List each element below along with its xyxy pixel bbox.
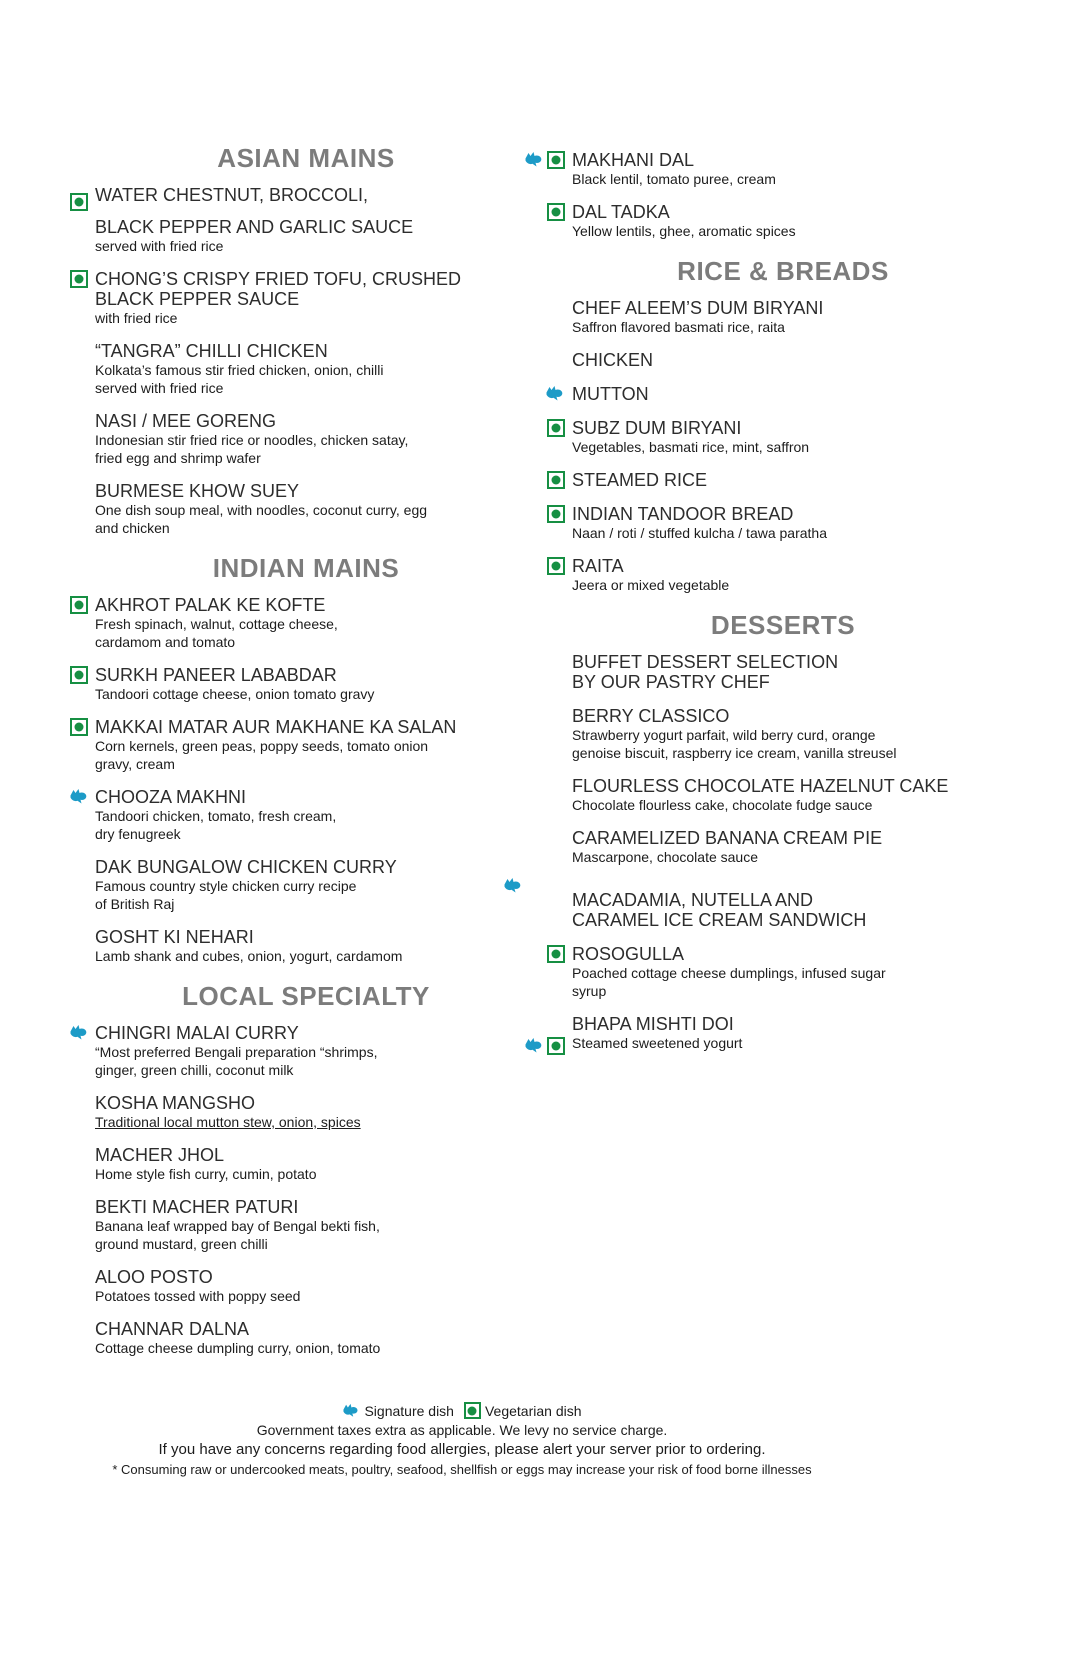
dish-icons bbox=[63, 269, 95, 288]
dish-entry bbox=[95, 717, 503, 773]
dish-entry bbox=[95, 1319, 503, 1357]
dish-entry bbox=[95, 341, 503, 397]
menu-item bbox=[63, 1197, 503, 1253]
menu-item bbox=[503, 202, 958, 240]
menu-item bbox=[63, 787, 503, 843]
signature-dish-icon bbox=[342, 1403, 360, 1419]
dish-description: syrup bbox=[572, 983, 607, 999]
menu-footer bbox=[0, 1402, 924, 1477]
dish-name: MUTTON bbox=[572, 384, 649, 404]
menu-item bbox=[503, 890, 958, 930]
dish-name: DAL TADKA bbox=[572, 202, 670, 222]
dish-description: Indonesian stir fried rice or noodles, chicken satay, bbox=[95, 432, 409, 448]
vegetarian-dish-icon bbox=[70, 270, 88, 288]
dish-description: with fried rice bbox=[95, 310, 178, 326]
dish-name: BUFFET DESSERT SELECTION bbox=[572, 652, 839, 672]
dish-entry bbox=[572, 828, 958, 866]
menu-item bbox=[63, 185, 503, 255]
dish-icons bbox=[63, 1319, 95, 1320]
dish-entry bbox=[95, 1093, 503, 1131]
dish-description: ground mustard, green chilli bbox=[95, 1236, 268, 1252]
dish-name: CHOOZA MAKHNI bbox=[95, 787, 247, 807]
dish-icons bbox=[503, 1014, 572, 1055]
menu-item bbox=[63, 1267, 503, 1305]
dish-icons bbox=[63, 1267, 95, 1268]
section-header: DESSERTS bbox=[710, 610, 856, 640]
signature-dish-icon bbox=[545, 385, 565, 403]
footer-taxes-note: Government taxes extra as applicable. We levy no service charge. bbox=[256, 1422, 668, 1438]
dish-entry bbox=[572, 504, 958, 542]
dish-description: Poached cottage cheese dumplings, infused sugar bbox=[572, 965, 886, 981]
dish-description: Cottage cheese dumpling curry, onion, tomato bbox=[95, 1340, 381, 1356]
menu-item bbox=[63, 341, 503, 397]
menu-item bbox=[63, 481, 503, 537]
dish-name: BURMESE KHOW SUEY bbox=[95, 481, 300, 501]
dish-description: Black lentil, tomato puree, cream bbox=[572, 171, 776, 187]
dish-name: MAKKAI MATAR AUR MAKHANE KA SALAN bbox=[95, 717, 457, 737]
menu-item bbox=[63, 665, 503, 703]
menu-item bbox=[63, 1023, 503, 1079]
signature-dish-icon bbox=[503, 877, 523, 895]
menu-item bbox=[503, 1014, 958, 1055]
dish-name: BHAPA MISHTI DOI bbox=[572, 1014, 734, 1034]
footer-allergy-note: If you have any concerns regarding food allergies, please alert your server prior to ordering. bbox=[158, 1441, 766, 1458]
dish-entry bbox=[95, 595, 503, 651]
vegetarian-dish-icon bbox=[70, 718, 88, 736]
dish-icons bbox=[63, 481, 95, 482]
vegetarian-dish-icon bbox=[547, 151, 565, 169]
dish-entry bbox=[95, 857, 503, 913]
menu-item bbox=[503, 150, 958, 188]
dish-name: WATER CHESTNUT, BROCCOLI, bbox=[95, 185, 369, 205]
dish-entry bbox=[95, 1267, 503, 1305]
dish-icons bbox=[503, 828, 572, 829]
dish-entry bbox=[572, 418, 958, 456]
legend-vegetarian-label: Vegetarian dish bbox=[484, 1402, 582, 1419]
vegetarian-dish-icon bbox=[547, 505, 565, 523]
dish-description: Strawberry yogurt parfait, wild berry curd, orange bbox=[572, 727, 876, 743]
dish-icons bbox=[503, 876, 572, 895]
dish-name: SUBZ DUM BIRYANI bbox=[572, 418, 742, 438]
menu-item bbox=[503, 706, 958, 762]
dish-icons bbox=[63, 341, 95, 342]
signature-dish-icon bbox=[524, 1037, 544, 1055]
dish-name: NASI / MEE GORENG bbox=[95, 411, 277, 431]
dish-entry bbox=[572, 470, 958, 490]
dish-name: BERRY CLASSICO bbox=[572, 706, 730, 726]
dish-icons bbox=[63, 1023, 95, 1042]
dish-description: Potatoes tossed with poppy seed bbox=[95, 1288, 301, 1304]
dish-description: of British Raj bbox=[95, 896, 175, 912]
dish-name: “TANGRA” CHILLI CHICKEN bbox=[95, 341, 328, 361]
signature-dish-icon bbox=[69, 788, 89, 806]
dish-description: Saffron flavored basmati rice, raita bbox=[572, 319, 785, 335]
dish-entry bbox=[572, 384, 958, 404]
dish-description: Steamed sweetened yogurt bbox=[572, 1035, 743, 1051]
dish-entry bbox=[95, 1023, 503, 1079]
dish-description: Traditional local mutton stew, onion, spices bbox=[95, 1114, 361, 1130]
section-header: RICE & BREADS bbox=[677, 256, 889, 286]
menu-item bbox=[503, 350, 958, 370]
dish-entry bbox=[95, 185, 503, 255]
footer-consumption-warning: * Consuming raw or undercooked meats, poultry, seafood, shellfish or eggs may increase your risk of food borne illnesses bbox=[112, 1462, 812, 1477]
menu-item bbox=[503, 944, 958, 1000]
dish-entry bbox=[572, 556, 958, 594]
dish-name: BLACK PEPPER AND GARLIC SAUCE bbox=[95, 217, 414, 237]
dish-entry bbox=[572, 1014, 958, 1052]
dish-name: BY OUR PASTRY CHEF bbox=[572, 672, 770, 692]
menu-item bbox=[503, 828, 958, 866]
vegetarian-dish-icon bbox=[70, 666, 88, 684]
dish-icons bbox=[63, 787, 95, 806]
dish-description: Banana leaf wrapped bay of Bengal bekti fish, bbox=[95, 1218, 380, 1234]
dish-entry bbox=[95, 481, 503, 537]
dish-entry bbox=[572, 706, 958, 762]
menu-item bbox=[63, 857, 503, 913]
dish-description: Fresh spinach, walnut, cottage cheese, bbox=[95, 616, 338, 632]
dish-name: BEKTI MACHER PATURI bbox=[95, 1197, 299, 1217]
menu-item bbox=[503, 470, 958, 490]
vegetarian-dish-icon bbox=[547, 203, 565, 221]
dish-name: CHONG’S CRISPY FRIED TOFU, CRUSHED bbox=[95, 269, 462, 289]
dish-icons bbox=[503, 150, 572, 169]
dish-icons bbox=[63, 717, 95, 736]
signature-dish-icon bbox=[69, 1024, 89, 1042]
vegetarian-dish-icon bbox=[70, 596, 88, 614]
vegetarian-dish-icon bbox=[547, 471, 565, 489]
dish-icons bbox=[63, 857, 95, 858]
dish-entry bbox=[95, 269, 503, 327]
menu-item bbox=[63, 411, 503, 467]
legend-signature-label: Signature dish bbox=[364, 1402, 454, 1419]
dish-name: CARAMELIZED BANANA CREAM PIE bbox=[572, 828, 883, 848]
dish-description: “Most preferred Bengali preparation “shrimps, bbox=[95, 1044, 378, 1060]
dish-description: and chicken bbox=[95, 520, 170, 536]
menu-item bbox=[503, 384, 958, 404]
dish-icons bbox=[63, 411, 95, 412]
dish-icons bbox=[503, 298, 572, 299]
dish-name: AKHROT PALAK KE KOFTE bbox=[95, 595, 326, 615]
vegetarian-dish-icon bbox=[464, 1402, 481, 1419]
dish-entry bbox=[95, 927, 503, 965]
dish-description: Tandoori cottage cheese, onion tomato gravy bbox=[95, 686, 375, 702]
dish-name: KOSHA MANGSHO bbox=[95, 1093, 256, 1113]
dish-icons bbox=[503, 776, 572, 777]
dish-description: Kolkata’s famous stir fried chicken, onion, chilli bbox=[95, 362, 384, 378]
signature-dish-icon bbox=[524, 151, 544, 169]
menu-column-left bbox=[63, 143, 503, 1371]
menu-item bbox=[503, 418, 958, 456]
menu-item bbox=[63, 1093, 503, 1131]
dish-description: Jeera or mixed vegetable bbox=[572, 577, 730, 593]
dish-name: MACADAMIA, NUTELLA AND bbox=[572, 890, 814, 910]
menu-item bbox=[63, 717, 503, 773]
dish-entry bbox=[95, 1145, 503, 1183]
dish-icons bbox=[503, 202, 572, 221]
dish-description: genoise biscuit, raspberry ice cream, vanilla streusel bbox=[572, 745, 897, 761]
dish-icons bbox=[63, 665, 95, 684]
vegetarian-dish-icon bbox=[547, 419, 565, 437]
dish-description: Vegetables, basmati rice, mint, saffron bbox=[572, 439, 810, 455]
dish-name: CHANNAR DALNA bbox=[95, 1319, 250, 1339]
dish-description: fried egg and shrimp wafer bbox=[95, 450, 261, 466]
dish-entry bbox=[572, 150, 958, 188]
dish-description: served with fried rice bbox=[95, 380, 224, 396]
dish-entry bbox=[95, 411, 503, 467]
dish-description: Corn kernels, green peas, poppy seeds, tomato onion bbox=[95, 738, 429, 754]
dish-icons bbox=[63, 1145, 95, 1146]
dish-description: gravy, cream bbox=[95, 756, 175, 772]
dish-icons bbox=[63, 1093, 95, 1094]
dish-entry bbox=[572, 944, 958, 1000]
section-header: INDIAN MAINS bbox=[212, 553, 400, 583]
menu-item bbox=[63, 1145, 503, 1183]
menu-item bbox=[503, 556, 958, 594]
dish-description: Naan / roti / stuffed kulcha / tawa paratha bbox=[572, 525, 828, 541]
dish-description: Chocolate flourless cake, chocolate fudge sauce bbox=[572, 797, 873, 813]
dish-name: MAKHANI DAL bbox=[572, 150, 695, 170]
dish-icons bbox=[503, 944, 572, 963]
dish-entry bbox=[572, 776, 958, 814]
dish-name: ROSOGULLA bbox=[572, 944, 685, 964]
dish-name: INDIAN TANDOOR BREAD bbox=[572, 504, 794, 524]
dish-description: Famous country style chicken curry recipe bbox=[95, 878, 357, 894]
dish-icons bbox=[503, 652, 572, 653]
menu-item bbox=[63, 927, 503, 965]
vegetarian-dish-icon bbox=[547, 557, 565, 575]
dish-icons bbox=[63, 1197, 95, 1198]
dish-name: BLACK PEPPER SAUCE bbox=[95, 289, 300, 309]
dish-name: CHINGRI MALAI CURRY bbox=[95, 1023, 299, 1043]
dish-name: ALOO POSTO bbox=[95, 1267, 213, 1287]
dish-description: One dish soup meal, with noodles, coconut curry, egg bbox=[95, 502, 428, 518]
menu-item bbox=[63, 269, 503, 327]
dish-description: Home style fish curry, cumin, potato bbox=[95, 1166, 317, 1182]
dish-description: Yellow lentils, ghee, aromatic spices bbox=[572, 223, 796, 239]
vegetarian-dish-icon bbox=[70, 193, 88, 211]
menu-item bbox=[503, 776, 958, 814]
dish-name: MACHER JHOL bbox=[95, 1145, 225, 1165]
dish-icons bbox=[503, 470, 572, 489]
dish-entry bbox=[95, 787, 503, 843]
menu-column-right bbox=[503, 150, 958, 1069]
dish-icons bbox=[503, 706, 572, 707]
dish-entry bbox=[95, 665, 503, 703]
dish-icons bbox=[503, 350, 572, 351]
dish-description: Mascarpone, chocolate sauce bbox=[572, 849, 758, 865]
dish-icons bbox=[63, 185, 95, 211]
menu-item bbox=[503, 298, 958, 336]
dish-name: STEAMED RICE bbox=[572, 470, 708, 490]
dish-name: CHICKEN bbox=[572, 350, 654, 370]
dish-entry bbox=[95, 1197, 503, 1253]
menu-item bbox=[503, 504, 958, 542]
dish-name: DAK BUNGALOW CHICKEN CURRY bbox=[95, 857, 397, 877]
dish-description: Tandoori chicken, tomato, fresh cream, bbox=[95, 808, 337, 824]
dish-entry bbox=[572, 890, 958, 930]
dish-description: ginger, green chilli, coconut milk bbox=[95, 1062, 294, 1078]
menu-item bbox=[63, 595, 503, 651]
menu-item bbox=[503, 652, 958, 692]
section-header: ASIAN MAINS bbox=[217, 143, 395, 173]
dish-description: cardamom and tomato bbox=[95, 634, 236, 650]
section-header: LOCAL SPECIALTY bbox=[182, 981, 430, 1011]
dish-icons bbox=[503, 418, 572, 437]
legend bbox=[0, 1402, 924, 1419]
dish-name: CARAMEL ICE CREAM SANDWICH bbox=[572, 910, 867, 930]
dish-name: GOSHT KI NEHARI bbox=[95, 927, 254, 947]
dish-name: FLOURLESS CHOCOLATE HAZELNUT CAKE bbox=[572, 776, 949, 796]
dish-description: Lamb shank and cubes, onion, yogurt, cardamom bbox=[95, 948, 403, 964]
dish-icons bbox=[503, 556, 572, 575]
dish-description: dry fenugreek bbox=[95, 826, 181, 842]
vegetarian-dish-icon bbox=[547, 1037, 565, 1055]
dish-icons bbox=[63, 595, 95, 614]
dish-name: RAITA bbox=[572, 556, 624, 576]
dish-name: CHEF ALEEM’S DUM BIRYANI bbox=[572, 298, 824, 318]
dish-description: served with fried rice bbox=[95, 238, 224, 254]
dish-name: SURKH PANEER LABABDAR bbox=[95, 665, 337, 685]
dish-icons bbox=[503, 504, 572, 523]
dish-entry bbox=[572, 652, 958, 692]
dish-entry bbox=[572, 202, 958, 240]
dish-entry bbox=[572, 298, 958, 336]
dish-icons bbox=[63, 927, 95, 928]
dish-icons bbox=[503, 384, 572, 403]
dish-entry bbox=[572, 350, 958, 370]
vegetarian-dish-icon bbox=[547, 945, 565, 963]
menu-item bbox=[63, 1319, 503, 1357]
